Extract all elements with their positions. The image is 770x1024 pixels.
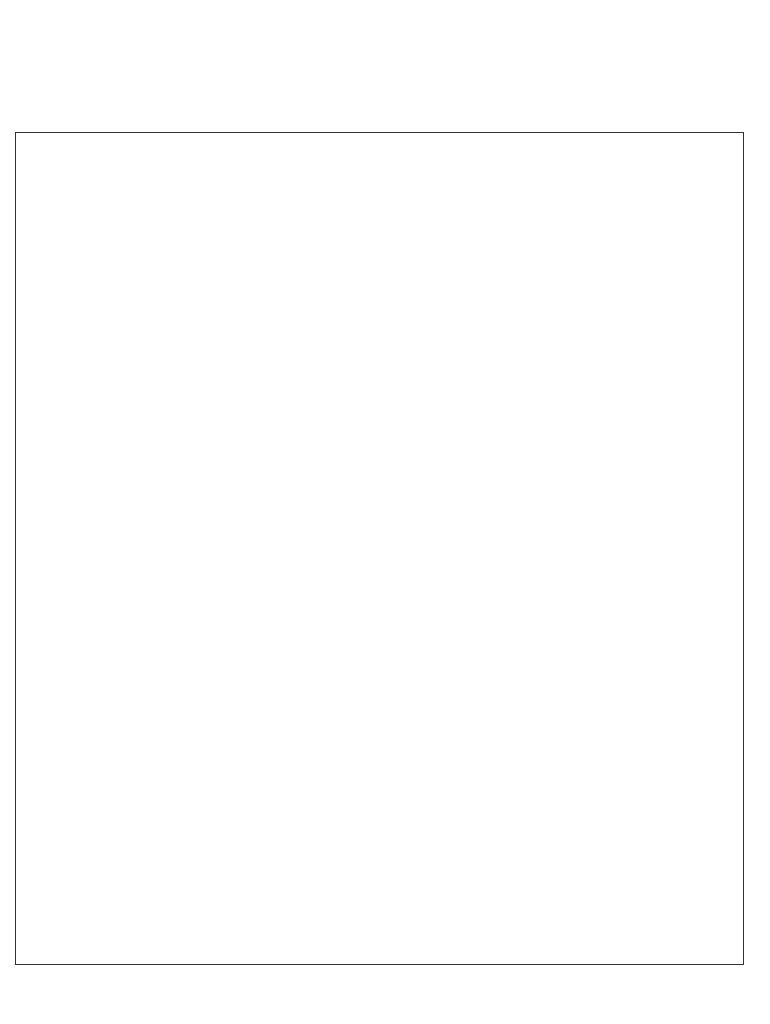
form-frame [15, 132, 744, 965]
